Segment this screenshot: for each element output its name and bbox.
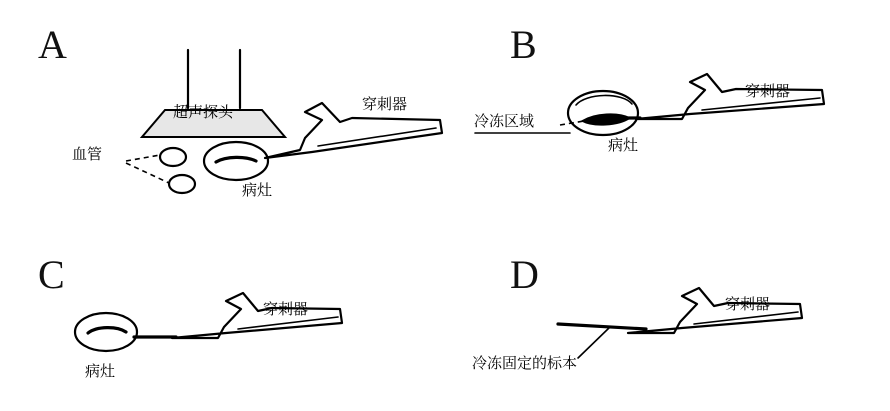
panel-b-lesion-label: 病灶 — [608, 136, 639, 154]
lesion-ellipse — [568, 91, 638, 135]
panel-b-frozen-zone-label: 冷冻区域 — [474, 112, 535, 130]
panel-b — [450, 0, 890, 215]
panel-b-needle-device-label: 穿刺器 — [745, 82, 791, 100]
panel-d-needle-device-label: 穿刺器 — [725, 295, 771, 313]
panel-b-letter: B — [510, 22, 537, 67]
vessel-ellipse-upper — [160, 148, 186, 166]
needle-device-shape — [628, 288, 802, 333]
lesion-ellipse — [75, 313, 137, 351]
vessel-leader-upper — [126, 155, 160, 161]
lesion-ellipse — [204, 142, 268, 180]
panel-d-letter: D — [510, 252, 539, 297]
panel-a-needle-device-label: 穿刺器 — [362, 95, 408, 113]
needle-device-shape — [172, 293, 342, 338]
panel-c-lesion-label: 病灶 — [85, 362, 116, 380]
vessel-ellipse-lower — [169, 175, 195, 193]
panel-d-drawing — [450, 215, 890, 411]
panel-c-needle-device-label: 穿刺器 — [263, 300, 309, 318]
specimen-leader-line — [578, 327, 610, 358]
panel-c — [0, 215, 450, 411]
panel-b-drawing — [450, 0, 890, 215]
needle-device-shape — [636, 74, 824, 119]
panel-a — [0, 0, 450, 215]
panel-a-lesion-label: 病灶 — [242, 181, 273, 199]
panel-a-letter: A — [38, 22, 67, 67]
specimen-needle-shaft — [558, 324, 646, 329]
vessel-leader-lower — [126, 163, 169, 183]
panel-c-letter: C — [38, 252, 65, 297]
panel-c-drawing — [0, 215, 450, 411]
panel-a-blood-vessel-label: 血管 — [72, 145, 103, 163]
panel-a-ultrasound-probe-label: 超声探头 — [173, 103, 234, 121]
panel-d — [450, 215, 890, 411]
panel-d-frozen-specimen-label: 冷冻固定的标本 — [472, 354, 578, 372]
